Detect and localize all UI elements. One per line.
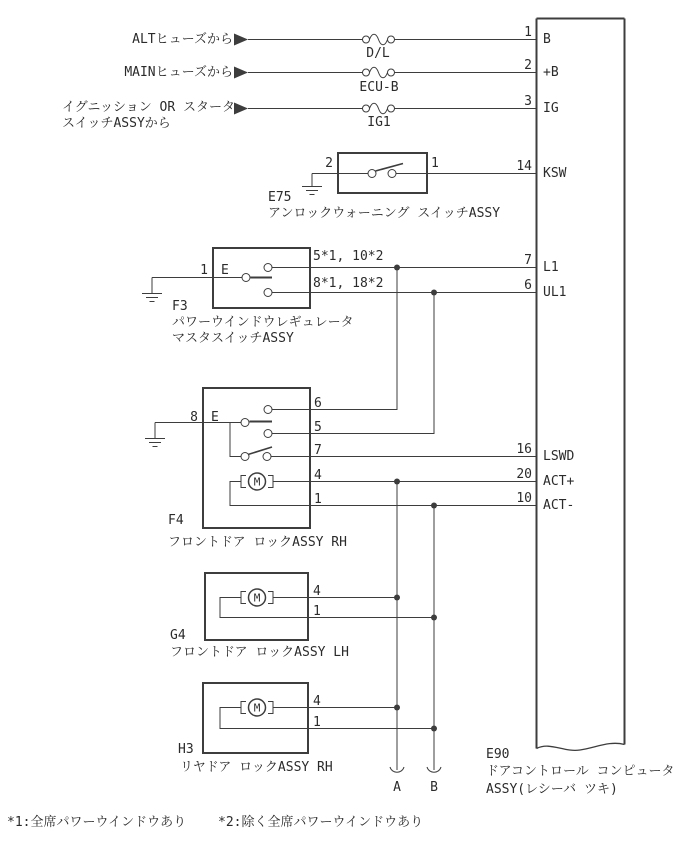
e90-pin-number-actm: 10 — [516, 491, 532, 506]
f4-pin-4: 4 — [314, 468, 322, 483]
switch-icon-f4-lswd — [241, 447, 272, 461]
e75-pin-left: 2 — [325, 156, 333, 171]
f3-name2: マスタスイッチASSY — [172, 331, 294, 346]
h3-pin-1: 1 — [313, 715, 321, 730]
e90-pin-name-plusb: +B — [543, 65, 559, 80]
footnote-2: *2:除く全席パワーウインドウあり — [218, 815, 424, 830]
e75-pin-right: 1 — [431, 156, 439, 171]
switch-icon-e75 — [368, 164, 403, 178]
ground-icon-f4 — [145, 439, 165, 447]
source-label-alt-fuse: ALTヒューズから — [132, 32, 233, 47]
branch-label-b: B — [430, 780, 438, 795]
f3-out-top: 5*1, 10*2 — [313, 249, 384, 264]
g4-pin-4: 4 — [313, 584, 321, 599]
wire-ul1-branch — [310, 293, 434, 434]
e75-name: アンロックウォーニング スイッチASSY — [268, 206, 501, 221]
e75-id: E75 — [268, 190, 292, 205]
e90-pin-name-actp: ACT+ — [543, 474, 575, 489]
e90-pin-number-ig: 3 — [524, 94, 532, 109]
switch-icon-f4-position — [241, 406, 272, 438]
g4-name: フロントドア ロックASSY LH — [170, 645, 349, 660]
f4-pin-1: 1 — [314, 492, 322, 507]
motor-letter-h3: M — [253, 701, 261, 715]
ground-icon-e75 — [302, 187, 322, 195]
fuse-icon-ecub — [363, 67, 395, 78]
g4-id: G4 — [170, 628, 186, 643]
f4-box — [145, 388, 536, 528]
junction-dots — [394, 265, 437, 732]
f4-terminal: E — [211, 410, 219, 425]
f3-name1: パワーウインドウレギュレータ — [172, 315, 354, 330]
h3-id: H3 — [178, 742, 194, 757]
h3-name: リヤドア ロックASSY RH — [180, 760, 333, 775]
f4-pin-left: 8 — [190, 410, 198, 425]
e90-pin-name-ig: IG — [543, 101, 559, 116]
fuse-icon-dl — [363, 34, 395, 45]
e90-pin-number-actp: 20 — [516, 467, 532, 482]
e90-pin-number-ul1: 6 — [524, 278, 532, 293]
source-label-ignition-line2: スイッチASSYから — [62, 116, 171, 131]
f3-id: F3 — [172, 299, 188, 314]
e90-pin-name-ul1: UL1 — [543, 285, 567, 300]
f4-pin-5: 5 — [314, 420, 322, 435]
switch-icon-f3 — [242, 264, 272, 297]
source-wires — [248, 40, 536, 109]
f3-terminal: E — [221, 263, 229, 278]
h3-pin-4: 4 — [313, 694, 321, 709]
fuse-label-dl: D/L — [366, 46, 390, 61]
ground-icon-f3 — [142, 294, 162, 302]
f4-pin-6: 6 — [314, 396, 322, 411]
f3-out-bottom: 8*1, 18*2 — [313, 276, 384, 291]
fuse-label-ecub: ECU-B — [359, 80, 399, 95]
e90-pin-number-ksw: 14 — [516, 159, 532, 174]
arrow-right-icon — [234, 34, 248, 115]
motor-letter-f4: M — [253, 475, 261, 489]
e90-pin-number-plusb: 2 — [524, 58, 532, 73]
e90-pin-name-ksw: KSW — [543, 166, 567, 181]
e90-id: E90 — [486, 747, 510, 762]
source-label-main-fuse: MAINヒューズから — [124, 65, 233, 80]
branch-label-a: A — [393, 780, 401, 795]
e90-pin-name-b: B — [543, 32, 551, 47]
f4-id: F4 — [168, 513, 184, 528]
e90-name2: ASSY(レシーバ ツキ) — [486, 782, 618, 797]
f3-pin-left: 1 — [200, 263, 208, 278]
source-label-ignition — [62, 100, 235, 132]
e90-pin-name-lswd: LSWD — [543, 449, 575, 464]
f4-pin-7: 7 — [314, 443, 322, 458]
g4-pin-1: 1 — [313, 604, 321, 619]
fuse-icon-ig1 — [363, 103, 395, 114]
source-label-ignition-line1: イグニッション OR スタータ — [62, 100, 236, 115]
e90-pin-name-actm: ACT- — [543, 498, 575, 513]
footnote-1: *1:全席パワーウインドウあり — [7, 815, 187, 830]
e90-connector-box — [537, 19, 625, 751]
fuse-label-ig1: IG1 — [367, 115, 391, 130]
motor-letter-g4: M — [253, 591, 261, 605]
e90-pin-name-l1: L1 — [543, 260, 559, 275]
e90-pin-number-l1: 7 — [524, 253, 532, 268]
e90-pin-number-b: 1 — [524, 25, 532, 40]
torn-edge-icon — [537, 743, 625, 750]
e90-name1: ドアコントロール コンピュータ — [486, 764, 675, 779]
f4-name: フロントドア ロックASSY RH — [168, 535, 347, 550]
e90-pin-number-lswd: 16 — [516, 442, 532, 457]
